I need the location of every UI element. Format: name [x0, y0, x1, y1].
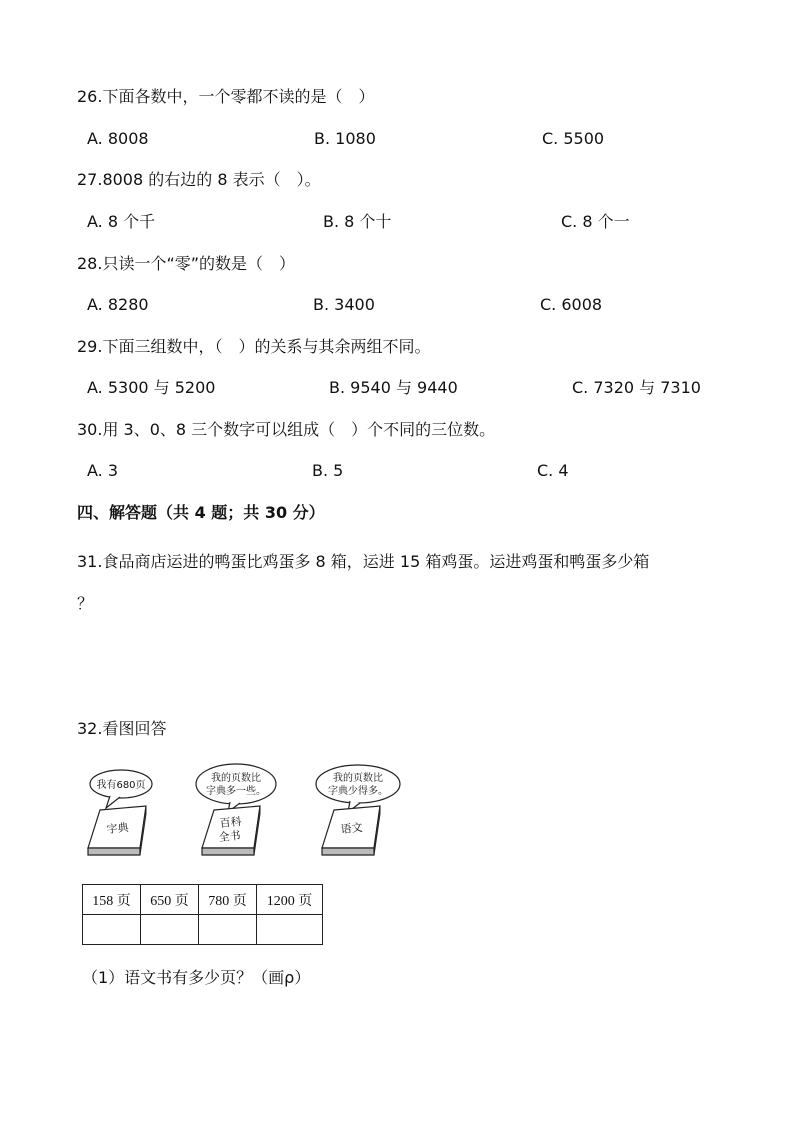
dictionary-book-illustration: [80, 762, 170, 862]
encyclopedia-book-illustration: [190, 758, 290, 862]
question-28-option-b: B. 3400: [313, 295, 375, 314]
bubble-line-1: 我有680页: [96, 780, 146, 791]
answer-cell[interactable]: [257, 915, 323, 945]
book-spine: [202, 848, 254, 855]
sub-question-1: （1）语文书有多少页？（画ρ）: [82, 968, 311, 987]
question-30-stem: 30.用 3、0、8 三个数字可以组成（ ）个不同的三位数。: [77, 420, 496, 439]
question-28-option-a: A. 8280: [87, 295, 149, 314]
question-30-option-c: C. 4: [537, 461, 569, 480]
question-29-stem: 29.下面三组数中，（ ）的关系与其余两组不同。: [77, 337, 431, 356]
question-28-stem: 28.只读一个“零”的数是（ ）: [77, 254, 296, 273]
question-28-option-c: C. 6008: [540, 295, 603, 314]
question-26-stem: 26.下面各数中，一个零都不读的是（ ）: [77, 87, 375, 106]
cover-title: 字典: [106, 820, 130, 837]
question-26-option-a: A. 8008: [87, 129, 149, 148]
question-29-option-b: B. 9540 与 9440: [329, 378, 458, 397]
bubble-line-2: 字典多一些。: [206, 786, 266, 797]
cover-title-line-1: 百科: [219, 814, 243, 831]
table-header-cell: 780 页: [199, 885, 257, 915]
book-spine: [88, 848, 140, 855]
question-29-option-c: C. 7320 与 7310: [572, 378, 701, 397]
chinese-book-illustration: [308, 760, 412, 862]
speech-bubble-shape: [316, 765, 400, 803]
question-27-option-b: B. 8 个十: [323, 212, 392, 231]
table-header-cell: 158 页: [83, 885, 141, 915]
answer-cell[interactable]: [83, 915, 141, 945]
question-27-option-c: C. 8 个一: [561, 212, 630, 231]
bubble-line-1: 我的页数比: [333, 773, 383, 784]
question-29-option-a: A. 5300 与 5200: [87, 378, 216, 397]
speech-bubble-tail: [106, 796, 120, 808]
bubble-line-2: 字典少得多。: [328, 786, 388, 797]
question-26-option-b: B. 1080: [314, 129, 376, 148]
question-32-title: 32.看图回答: [77, 719, 167, 738]
table-header-cell: 1200 页: [257, 885, 323, 915]
table-answer-row: [83, 915, 323, 945]
question-30-option-a: A. 3: [87, 461, 119, 480]
cover-title: 语文: [340, 820, 364, 837]
question-27-stem: 27.8008 的右边的 8 表示（ ）。: [77, 170, 321, 189]
answer-cell[interactable]: [199, 915, 257, 945]
table-header-row: [83, 885, 323, 915]
bubble-line-1: 我的页数比: [211, 773, 261, 784]
table-header-cell: 650 页: [141, 885, 199, 915]
question-31-line-1: 31.食品商店运进的鸭蛋比鸡蛋多 8 箱，运进 15 箱鸡蛋。运进鸡蛋和鸭蛋多少箱: [77, 552, 650, 571]
book-spine: [322, 848, 374, 855]
question-26-option-c: C. 5500: [542, 129, 605, 148]
answer-cell[interactable]: [141, 915, 199, 945]
question-27-option-a: A. 8 个千: [87, 212, 156, 231]
section-heading: 四、解答题（共 4 题；共 30 分）: [77, 503, 325, 522]
page-count-table: [82, 884, 323, 945]
question-30-option-b: B. 5: [312, 461, 344, 480]
question-31-line-2: ？: [77, 594, 94, 613]
cover-title-line-2: 全书: [218, 828, 242, 845]
speech-bubble-shape: [196, 764, 276, 804]
